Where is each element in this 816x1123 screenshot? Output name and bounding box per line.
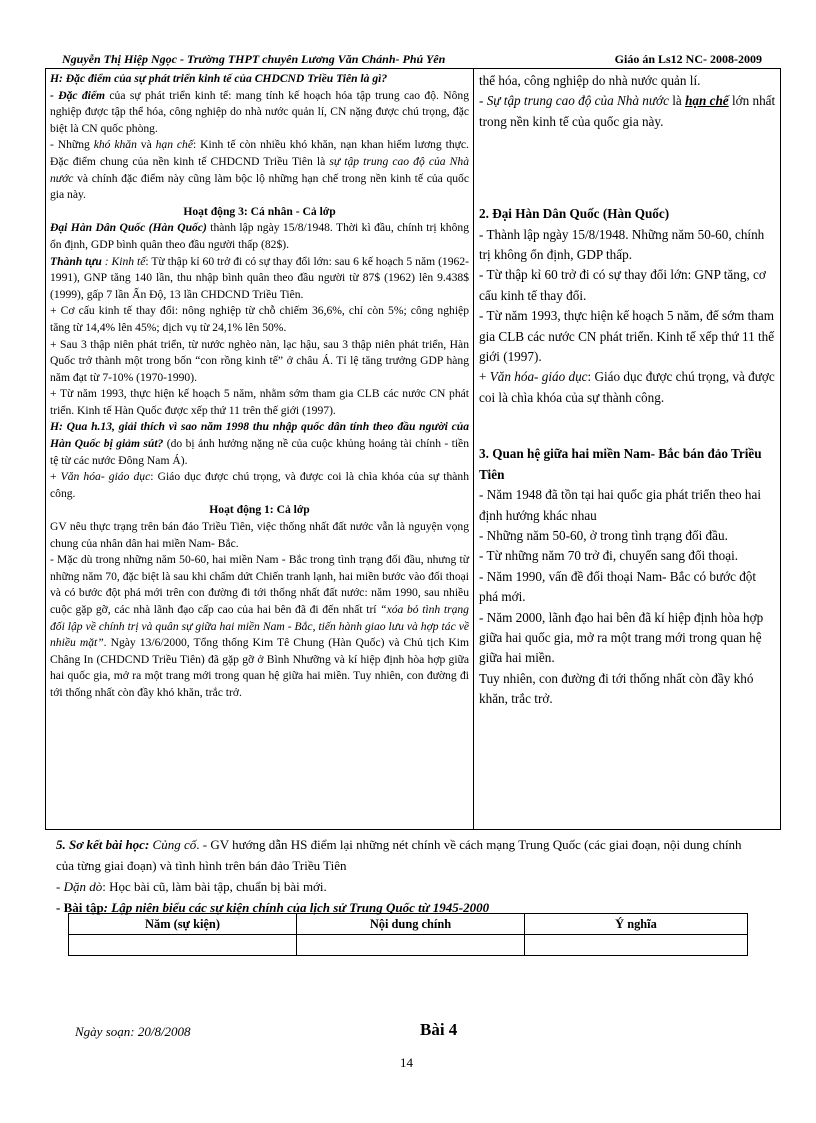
spacer <box>479 132 776 168</box>
activity-1-heading: Hoạt động 1: Cả lớp <box>209 503 310 517</box>
paragraph: - Năm 1990, vấn đề đối thoại Nam- Bắc có bước đột phá mới. <box>479 568 757 605</box>
exercise-line: - Bài tập: Lập niên biểu các sự kiện chính của lịch sử Trung Quốc từ 1945-2000 <box>56 900 490 915</box>
paragraph: + Văn hóa- giáo dục: Giáo dục được chú trọng, và được coi là chìa khóa của sự thành công. <box>479 369 775 405</box>
header-author: Nguyễn Thị Hiệp Ngọc - Trường THPT chuyên Lương Văn Chánh- Phú Yên <box>62 52 446 66</box>
spacer <box>479 168 776 204</box>
paragraph: + Văn hóa- giáo dục: Giáo dục được chú trọng, và được coi là chìa khóa của sự thành công. <box>50 470 469 500</box>
paragraph: Tuy nhiên, con đường đi tới thống nhất còn đầy khó khăn, trắc trở. <box>479 670 754 707</box>
paragraph: - Từ năm 1993, thực hiện kế hoạch 5 năm, để sớm tham gia CLB các nước CN phát triển. Kinh tế xếp thứ 11 thế giới (1997). <box>479 308 775 365</box>
col-content: Nội dung chính <box>297 914 525 935</box>
paragraph: - Những khó khăn và hạn chế: Kinh tế còn nhiều khó khăn, nạn khan hiếm lương thực. Đặc điểm chung của nền kinh tế CHDCND Triều Tiên là sự tập trung cao độ của Nhà nước và chính đặc điểm này cũng làm bộc lộ những hạn chế trong nền kinh tế của quốc gia này. <box>50 138 469 202</box>
paragraph: + Sau 3 thập niên phát triển, từ nước nghèo nàn, lạc hậu, sau 3 thập niên phát triển, Hàn Quốc trở thành một trong bốn “con rồng kinh tế” ở châu Á. Tỉ lệ tăng trưởng GDP hàng năm đạt từ 7-10% (1970-1990). <box>50 337 469 384</box>
paragraph: Đại Hàn Dân Quốc (Hàn Quốc) thành lập ngày 15/8/1948. Thời kì đầu, chính trị không ổn định, GDP bình quân theo đầu người thấp (82$). <box>50 221 469 251</box>
section-2-heading: 2. Đại Hàn Dân Quốc (Hàn Quốc) <box>479 206 670 222</box>
col-meaning: Ý nghĩa <box>525 914 748 935</box>
paragraph: - Những năm 50-60, ở trong tình trạng đối đầu. <box>479 527 728 543</box>
table-row <box>69 935 748 956</box>
paragraph: + Từ năm 1993, thực hiện kế hoạch 5 năm, nhằm sớm tham gia CLB các nước CN phát triển. Kinh tế Hàn Quốc được xếp thứ 11 trên thế giới (1997). <box>50 387 469 417</box>
col-year: Năm (sự kiện) <box>69 914 297 935</box>
prepared-date: Ngày soạn: 20/8/2008 <box>75 1024 191 1039</box>
table-cell[interactable] <box>525 935 748 956</box>
paragraph: + Cơ cấu kinh tế thay đổi: nông nghiệp từ chỗ chiếm 36,6%, chỉ còn 5%; công nghiệp tăng từ 14,4% lên 45%; dịch vụ từ 24,1% lên 50%. <box>50 304 469 334</box>
header-course: Giáo án Ls12 NC- 2008-2009 <box>614 52 762 66</box>
spacer <box>479 408 776 444</box>
paragraph: thể hóa, công nghiệp do nhà nước quản lí. <box>479 73 701 88</box>
paragraph: - Sự tập trung cao độ của Nhà nước là hạn chế lớn nhất trong nền kinh tế của quốc gia này. <box>479 93 776 129</box>
paragraph: - Từ những năm 70 trở đi, chuyển sang đối thoại. <box>479 548 739 564</box>
summary-column <box>474 69 780 829</box>
paragraph: - Thành lập ngày 15/8/1948. Những năm 50-60, chính trị không ổn định, GDP thấp. <box>479 226 765 263</box>
table-cell[interactable] <box>297 935 525 956</box>
paragraph: Thành tựu : Kinh tế: Từ thập kỉ 60 trở đi có sự thay đổi lớn: sau 6 kế hoạch 5 năm (1962-1991), GNP tăng 140 lần, thu nhập bình quân theo đầu người từ 87$ (1962) lên 9.438$ (1999), gấp 7 lần Ấn Độ, 13 lần CHDCND Triều Tiên. <box>50 254 469 301</box>
paragraph: - Năm 1948 đã tồn tại hai quốc gia phát triển theo hai định hướng khác nhau <box>479 487 761 523</box>
paragraph: - Mặc dù trong những năm 50-60, hai miền Nam - Bắc trong tình trạng đối đầu, nhưng từ những năm 70, đặc biệt là sau khi chấm dứt Chiến tranh lạnh, hai miền bước vào đối thoại và có bước đột phá mới trên con đường đi tới thống nhất đất nước: năm 1990, sau nhiều cuộc gặp gỡ, các nhà lãnh đạo cấp cao của hai bên đã đi đến nhất trí “xóa bỏ tình trạng đối lập về chính trị và quân sự giữa hai miền Nam - Bắc, tiến hành giao lưu và hợp tác về nhiều mặt”. Ngày 13/6/2000, Tổng thống Kim Tê Chung (Hàn Quốc) và Chủ tịch Kim Châng In (CHDCND Triều Tiên) đã gặp gỡ ở Bình Nhưỡng và kí hiệp định hòa hợp giữa hai quốc gia, mở ra một trang mới trong quan hệ giữa hai miền. Tuy nhiên, con đường đi tới thống nhất còn đầy khó khăn, trắc trở. <box>50 553 469 699</box>
page-number: 14 <box>400 1055 413 1070</box>
paragraph: - Từ thập kỉ 60 trở đi có sự thay đổi lớn: GNP tăng, cơ cấu kinh tế thay đổi. <box>479 267 766 303</box>
lesson-title: Bài 4 <box>420 1020 458 1039</box>
question-1: H: Đặc điểm của sự phát triển kinh tế của CHDCND Triều Tiên là gì? <box>50 72 388 85</box>
activity-3-heading: Hoạt động 3: Cá nhân - Cả lớp <box>183 204 336 218</box>
table-header-row <box>69 914 748 935</box>
paragraph: - Năm 2000, lãnh đạo hai bên đã kí hiệp định hòa hợp giữa hai quốc gia, mở ra một trang mới trong quan hệ giữa hai miền. <box>479 609 764 666</box>
homework-line: - Dặn dò: Học bài cũ, làm bài tập, chuẩn bị bài mới. <box>56 879 327 894</box>
page-header <box>62 52 762 69</box>
lesson-table <box>45 68 781 830</box>
paragraph: GV nêu thực trạng trên bán đảo Triều Tiên, việc thống nhất đất nước vẫn là nguyện vọng chung của nhân dân hai miền Nam- Bắc. <box>50 520 469 550</box>
activities-column <box>46 69 474 829</box>
paragraph: - Đặc điểm của sự phát triển kinh tế: mang tính kế hoạch hóa tập trung cao độ. Nông nghiệp được tập thể hóa, công nghiệp do nhà nước quản lí, CN nặng được chú trọng, đặc biệt là CN quốc phòng. <box>50 88 470 135</box>
question-2: H: Qua h.13, giải thích vì sao năm 1998 thu nhập quốc dân tính theo đầu người của Hàn Quốc bị giảm sút? (do bị ảnh hưởng nặng nề của cuộc khủng hoảng tài chính - tiền tệ từ các nước Đông Nam Á). <box>50 420 469 467</box>
lesson-summary <box>56 834 756 918</box>
table-cell[interactable] <box>69 935 297 956</box>
section-3-heading: 3. Quan hệ giữa hai miền Nam- Bắc bán đảo Triều Tiên <box>479 446 762 482</box>
summary-line: 5. Sơ kết bài học: Củng cố. - GV hướng dẫn HS điểm lại những nét chính về cách mạng Trung Quốc (các giai đoạn, nội dung chính của từng giai đoạn) và tình hình trên bán đảo Triều Tiên <box>56 837 742 873</box>
chronology-table <box>68 913 748 956</box>
